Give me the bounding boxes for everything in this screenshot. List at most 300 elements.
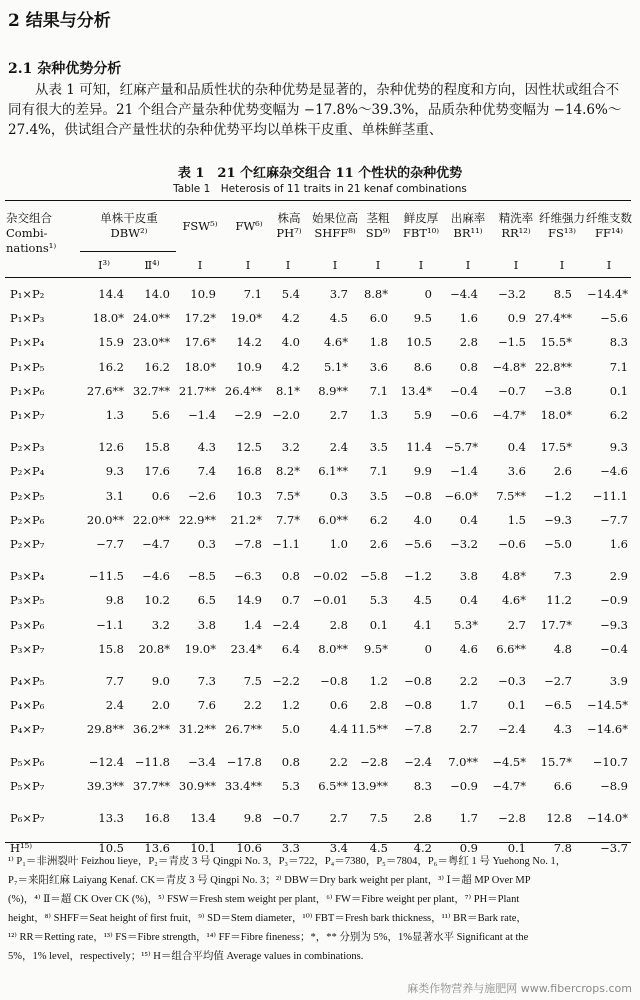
cell-fbt: 4.1	[413, 617, 432, 632]
cell-fsw: 4.3	[197, 440, 216, 455]
cell-sd: 1.2	[369, 674, 388, 688]
note-line: ¹²⁾ RR＝Retting rate，¹³⁾ FS＝Fibre strength，¹⁴⁾ FF＝Fibre fineness；*，** 分别为 5%，1%显著水平 Significant at the	[8, 932, 529, 943]
cell-rr: −4.8*	[492, 359, 526, 374]
header-ph: 株高 PH⁷⁾	[276, 211, 302, 240]
cell-fsw: 10.9	[190, 287, 216, 301]
cell-dbw-ck: −4.6	[142, 569, 170, 584]
header-sub-fsw: Ⅰ	[197, 258, 203, 272]
cell-dbw-mp: −1.1	[96, 617, 124, 632]
cell-dbw-ck: 20.8*	[138, 641, 170, 656]
cell-fsw: 3.8	[197, 617, 216, 632]
cell-dbw-ck: 2.0	[151, 698, 170, 713]
cell-br: −6.0*	[444, 488, 478, 503]
header-sub-ph: Ⅰ	[285, 258, 291, 272]
cell-fw: 9.8	[243, 811, 262, 825]
cell-dbw-mp: 3.1	[105, 488, 124, 503]
cell-combination: P₁×P₆	[10, 383, 45, 398]
header-dbw: 单株干皮重 DBW²⁾	[100, 211, 158, 240]
cell-dbw-ck: 32.7**	[132, 383, 170, 398]
cell-fsw: 18.0*	[184, 359, 216, 374]
cell-dbw-ck: 9.0	[151, 674, 170, 688]
cell-combination: P₁×P₇	[10, 408, 45, 422]
cell-shff: 2.7	[329, 811, 348, 825]
cell-ph: 1.2	[281, 698, 300, 713]
cell-fbt: 9.5	[413, 311, 432, 326]
cell-ph: −0.7	[272, 811, 300, 825]
cell-ph: −1.1	[272, 537, 300, 551]
cell-ff: −4.6	[600, 464, 628, 479]
cell-br: −4.4	[450, 287, 478, 301]
cell-br: 0.4	[459, 593, 478, 608]
cell-combination: P₁×P₅	[10, 359, 45, 374]
cell-fbt: 13.4*	[400, 383, 432, 398]
cell-sd: −5.8	[360, 569, 388, 584]
cell-shff: 2.4	[329, 440, 348, 455]
cell-rr: 6.6**	[496, 641, 526, 656]
table-row	[0, 807, 640, 829]
cell-ff: −5.6	[600, 311, 628, 326]
table-row	[0, 283, 640, 305]
table-row	[0, 533, 640, 555]
cell-rr: −4.7*	[492, 778, 526, 793]
cell-ph: −2.4	[272, 617, 300, 632]
cell-fs: 7.3	[553, 569, 572, 584]
cell-combination: P₂×P₃	[10, 440, 45, 455]
cell-rr: −4.5*	[492, 754, 526, 769]
cell-shff: 6.1**	[318, 464, 348, 479]
cell-fs: 12.8	[546, 811, 572, 825]
cell-shff: 6.0**	[318, 512, 348, 527]
header-sub-shff: Ⅰ	[332, 258, 338, 272]
cell-fs: 8.5	[553, 287, 572, 301]
cell-ff: −14.6*	[587, 722, 628, 737]
cell-sd: 6.0	[369, 311, 388, 326]
header-combo: 杂交组合 Combi-nations¹⁾	[6, 211, 57, 255]
cell-sd: 7.1	[369, 464, 388, 479]
header-ff: 纤维支数 FF¹⁴⁾	[586, 211, 632, 240]
cell-sd: 9.5*	[363, 641, 388, 656]
cell-ph: 8.1*	[275, 383, 300, 398]
cell-sd: 13.9**	[350, 778, 388, 793]
header-sub-ff: Ⅰ	[606, 258, 612, 272]
cell-shff: 2.8	[329, 617, 348, 632]
cell-br: 1.7	[459, 811, 478, 825]
cell-rr: −0.3	[498, 674, 526, 688]
cell-fw: 26.4**	[224, 383, 262, 398]
cell-sd: 6.2	[369, 512, 388, 527]
cell-fsw: 6.5	[197, 593, 216, 608]
cell-fsw: 31.2**	[178, 722, 216, 737]
body-paragraph: 从表 1 可知，红麻产量和品质性状的杂种优势是显著的，杂种优势的程度和方向，因性状或组合不同有很大的差异。21 个组合产量杂种优势变幅为 −17.8%～39.3%，品质杂种优势变幅为 −14.6%～27.4%，供试组合产量性状的杂种优势平均以单株干皮重、单株鲜茎重、	[8, 82, 622, 138]
cell-dbw-mp: −12.4	[88, 754, 124, 769]
table-row	[0, 638, 640, 660]
cell-ph: 4.0	[281, 335, 300, 350]
cell-fw: 10.9	[236, 359, 262, 374]
header-sub-dbw1: Ⅰ³⁾	[98, 258, 110, 272]
cell-rr: −0.7	[498, 383, 526, 398]
cell-br: 7.0**	[448, 754, 478, 769]
cell-fw: 26.7**	[224, 722, 262, 737]
header-sub-dbw2: Ⅱ⁴⁾	[144, 258, 160, 272]
cell-fs: −1.2	[544, 488, 572, 503]
header-rr: 精洗率 RR¹²⁾	[498, 211, 534, 240]
cell-fw: 10.3	[236, 488, 262, 503]
header-fsw: FSW⁵⁾	[182, 219, 218, 233]
header-sub-fw: Ⅰ	[245, 258, 251, 272]
table-row	[0, 436, 640, 458]
table-row	[0, 565, 640, 587]
cell-rr: 0.1	[507, 841, 526, 856]
table-top-rule	[5, 200, 631, 201]
cell-shff: 4.6*	[323, 335, 348, 350]
cell-shff: 0.6	[329, 698, 348, 713]
cell-dbw-ck: 22.0**	[132, 512, 170, 527]
table-row	[0, 380, 640, 402]
cell-br: 2.8	[459, 335, 478, 350]
cell-combination: P₅×P₇	[10, 778, 45, 793]
cell-dbw-mp: 2.4	[105, 698, 124, 713]
cell-fsw: 17.2*	[184, 311, 216, 326]
cell-rr: 0.1	[507, 698, 526, 713]
cell-fsw: 7.3	[197, 674, 216, 688]
table-row	[0, 751, 640, 773]
cell-fw: 33.4**	[224, 778, 262, 793]
cell-fs: 4.8	[553, 641, 572, 656]
cell-rr: −2.4	[498, 722, 526, 737]
cell-fs: 22.8**	[534, 359, 572, 374]
cell-ph: 0.8	[281, 754, 300, 769]
cell-sd: 4.5	[369, 841, 388, 856]
cell-ph: 7.5*	[275, 488, 300, 503]
cell-ff: 3.9	[609, 674, 628, 688]
cell-ff: −11.1	[592, 488, 628, 503]
cell-ph: 3.3	[281, 841, 300, 856]
cell-fs: 17.7*	[540, 617, 572, 632]
header-sub-fs: Ⅰ	[559, 258, 565, 272]
cell-dbw-mp: 9.3	[105, 464, 124, 479]
cell-fw: 23.4*	[230, 641, 262, 656]
cell-fbt: 4.5	[413, 593, 432, 608]
cell-rr: −4.7*	[492, 408, 526, 422]
cell-fw: 10.6	[236, 841, 262, 856]
note-line: 5%，1% level，respectively；¹⁵⁾ H＝组合平均值 Average values in combinations.	[8, 951, 364, 962]
cell-br: 5.3*	[453, 617, 478, 632]
table-row	[0, 614, 640, 636]
cell-fbt: 4.0	[413, 512, 432, 527]
table-row	[0, 331, 640, 353]
cell-sd: 7.5	[369, 811, 388, 825]
cell-shff: 5.1*	[323, 359, 348, 374]
cell-ph: 0.7	[281, 593, 300, 608]
cell-shff: 1.0	[329, 537, 348, 551]
cell-fsw: 10.1	[190, 841, 216, 856]
cell-ph: 6.4	[281, 641, 300, 656]
cell-br: −3.2	[450, 537, 478, 551]
table-row	[0, 356, 640, 378]
cell-dbw-ck: 17.6	[144, 464, 170, 479]
cell-sd: −2.8	[360, 754, 388, 769]
cell-br: −0.4	[450, 383, 478, 398]
cell-fs: 2.6	[553, 464, 572, 479]
cell-fs: −3.8	[544, 383, 572, 398]
cell-fw: 2.2	[243, 698, 262, 713]
table-row	[0, 485, 640, 507]
header-sub-rr: Ⅰ	[513, 258, 519, 272]
cell-sd: 7.1	[369, 383, 388, 398]
cell-sd: 2.8	[369, 698, 388, 713]
cell-dbw-ck: 16.2	[144, 359, 170, 374]
cell-shff: −0.01	[312, 593, 348, 608]
cell-fw: −7.8	[234, 537, 262, 551]
cell-ph: −2.2	[272, 674, 300, 688]
note-line: ¹⁾ P₁＝非洲裂叶 Feizhou lieye，P₂＝青皮 3 号 Qingpi No. 3，P₃＝722，P₄＝7380，P₅＝7804，P₆＝粤红 1 号 Yuehong No. 1，	[8, 856, 567, 867]
cell-ff: 0.1	[609, 383, 628, 398]
table-header	[0, 203, 640, 275]
cell-fbt: 2.8	[413, 811, 432, 825]
cell-dbw-ck: 5.6	[151, 408, 170, 422]
cell-fs: 15.5*	[540, 335, 572, 350]
cell-fbt: −7.8	[404, 722, 432, 737]
cell-ff: 7.1	[609, 359, 628, 374]
cell-combination: P₃×P₄	[10, 569, 45, 584]
cell-dbw-mp: 20.0**	[86, 512, 124, 527]
cell-shff: 2.2	[329, 754, 348, 769]
table-row	[0, 589, 640, 611]
header-fw: FW⁶⁾	[235, 219, 263, 233]
table-row	[0, 509, 640, 531]
cell-ph: −2.0	[272, 408, 300, 422]
subsection-title: 2.1 杂种优势分析	[8, 61, 122, 77]
cell-fw: 14.2	[236, 335, 262, 350]
cell-combination: P₁×P₃	[10, 311, 45, 326]
cell-fs: 7.8	[553, 841, 572, 856]
table-row	[0, 775, 640, 797]
header-sd: 茎粗 SD⁹⁾	[365, 211, 391, 240]
cell-dbw-mp: 16.2	[98, 359, 124, 374]
cell-dbw-ck: 0.6	[151, 488, 170, 503]
cell-ff: −14.4*	[587, 287, 628, 301]
cell-fs: −5.0	[544, 537, 572, 551]
cell-fsw: 7.6	[197, 698, 216, 713]
cell-rr: 0.4	[507, 440, 526, 455]
cell-dbw-ck: 13.6	[144, 841, 170, 856]
cell-dbw-mp: 12.6	[98, 440, 124, 455]
cell-combination: P₁×P₂	[10, 287, 45, 301]
cell-ff: −14.0*	[587, 811, 628, 825]
cell-ph: 4.2	[281, 311, 300, 326]
cell-combination: P₄×P₅	[10, 674, 45, 688]
cell-ff: −8.9	[600, 778, 628, 793]
cell-fbt: 10.5	[406, 335, 432, 350]
table-row	[0, 460, 640, 482]
cell-dbw-mp: 10.5	[98, 841, 124, 856]
cell-br: 2.2	[459, 674, 478, 688]
cell-fbt: 0	[424, 287, 432, 301]
cell-ph: 5.0	[281, 722, 300, 737]
header-fbt: 鲜皮厚 FBT¹⁰⁾	[402, 211, 440, 240]
cell-shff: 3.4	[329, 841, 348, 856]
header-dbw-rule	[80, 251, 176, 252]
cell-fsw: 30.9**	[178, 778, 216, 793]
note-line: height，⁸⁾ SHFF＝Seat height of first fruit，⁹⁾ SD＝Stem diameter，¹⁰⁾ FBT＝Fresh bark thickness，¹¹⁾ BR＝Bark rate，	[8, 913, 527, 924]
cell-fsw: 7.4	[197, 464, 216, 479]
cell-dbw-mp: −11.5	[88, 569, 124, 584]
cell-dbw-ck: 36.2**	[132, 722, 170, 737]
note-line: (%)，⁴⁾ Ⅱ＝超 CK Over CK (%)，⁵⁾ FSW＝Fresh stem weight per plant，⁶⁾ FW＝Fibre weight per plant，⁷⁾ PH＝Plant	[8, 894, 520, 905]
cell-dbw-ck: 37.7**	[132, 778, 170, 793]
cell-dbw-ck: −4.7	[142, 537, 170, 551]
cell-fw: 14.9	[236, 593, 262, 608]
cell-fbt: 8.3	[413, 778, 432, 793]
cell-combination: P₆×P₇	[10, 811, 45, 825]
cell-dbw-mp: 27.6**	[86, 383, 124, 398]
cell-fsw: −2.6	[188, 488, 216, 503]
table-header-rule	[5, 277, 631, 278]
header-shff: 始果位高 SHFF⁸⁾	[312, 211, 358, 240]
cell-shff: 6.5**	[318, 778, 348, 793]
cell-br: 1.7	[459, 698, 478, 713]
cell-sd: 11.5**	[350, 722, 388, 737]
cell-fs: 27.4**	[534, 311, 572, 326]
table-title-en: Table 1 Heterosis of 11 traits in 21 kenaf combinations	[173, 183, 467, 195]
cell-ff: −10.7	[592, 754, 628, 769]
cell-fbt: 5.9	[413, 408, 432, 422]
cell-fbt: 0	[424, 641, 432, 656]
cell-fw: 16.8	[236, 464, 262, 479]
cell-dbw-ck: 10.2	[144, 593, 170, 608]
table-row	[0, 718, 640, 740]
cell-dbw-mp: 18.0*	[92, 311, 124, 326]
cell-rr: 2.7	[507, 617, 526, 632]
cell-shff: 4.4	[329, 722, 348, 737]
cell-ph: 8.2*	[275, 464, 300, 479]
cell-ff: −3.7	[600, 841, 628, 856]
cell-combination: P₁×P₄	[10, 335, 45, 350]
cell-dbw-mp: 9.8	[105, 593, 124, 608]
cell-shff: −0.8	[320, 674, 348, 688]
cell-br: −1.4	[450, 464, 478, 479]
cell-dbw-ck: 15.8	[144, 440, 170, 455]
cell-fsw: 21.7**	[178, 383, 216, 398]
table-row	[0, 694, 640, 716]
section-title: 2 结果与分析	[8, 11, 111, 31]
cell-fbt: −1.2	[404, 569, 432, 584]
cell-ff: −0.9	[600, 593, 628, 608]
cell-combination: P₄×P₇	[10, 722, 45, 737]
cell-fs: −2.7	[544, 674, 572, 688]
cell-ph: 7.7*	[275, 512, 300, 527]
cell-combination: H¹⁵⁾	[10, 841, 33, 856]
cell-combination: P₃×P₇	[10, 641, 45, 656]
cell-fw: 21.2*	[230, 512, 262, 527]
watermark: 麻类作物营养与施肥网 www.fibercrops.com	[407, 982, 632, 995]
cell-sd: 0.1	[369, 617, 388, 632]
cell-combination: P₂×P₇	[10, 537, 45, 551]
cell-br: −0.9	[450, 778, 478, 793]
cell-fsw: 0.3	[197, 537, 216, 551]
cell-rr: 4.8*	[501, 569, 526, 584]
header-fs: 纤维强力 FS¹³⁾	[539, 211, 585, 240]
cell-ph: 0.8	[281, 569, 300, 584]
cell-fs: 17.5*	[540, 440, 572, 455]
note-line: P₇＝来阳红麻 Laiyang Kenaf. CK＝青皮 3 号 Qingpi No. 3；²⁾ DBW＝Dry bark weight per plant，³⁾ Ⅰ＝超 MP Over MP	[8, 875, 531, 886]
cell-sd: 5.3	[369, 593, 388, 608]
cell-fbt: −2.4	[404, 754, 432, 769]
header-sub-fbt: Ⅰ	[418, 258, 424, 272]
cell-fw: 7.5	[243, 674, 262, 688]
cell-fsw: 19.0*	[184, 641, 216, 656]
cell-combination: P₂×P₅	[10, 488, 45, 503]
cell-shff: 0.3	[329, 488, 348, 503]
cell-dbw-mp: 39.3**	[86, 778, 124, 793]
cell-ff: −7.7	[600, 512, 628, 527]
header-br: 出麻率 BR¹¹⁾	[450, 211, 486, 240]
cell-fbt: −0.8	[404, 674, 432, 688]
cell-sd: 3.6	[369, 359, 388, 374]
cell-ph: 4.2	[281, 359, 300, 374]
cell-combination: P₅×P₆	[10, 754, 45, 769]
cell-ff: −9.3	[600, 617, 628, 632]
cell-dbw-ck: 23.0**	[132, 335, 170, 350]
cell-sd: 1.8	[369, 335, 388, 350]
cell-fs: −9.3	[544, 512, 572, 527]
cell-ff: 2.9	[609, 569, 628, 584]
cell-dbw-mp: 15.9	[98, 335, 124, 350]
cell-ph: 5.4	[281, 287, 300, 301]
cell-fbt: 8.6	[413, 359, 432, 374]
cell-rr: 3.6	[507, 464, 526, 479]
cell-br: 1.6	[459, 311, 478, 326]
cell-combination: P₂×P₄	[10, 464, 45, 479]
cell-dbw-mp: 7.7	[105, 674, 124, 688]
cell-sd: 8.8*	[363, 287, 388, 301]
cell-dbw-ck: 24.0**	[132, 311, 170, 326]
cell-fw: 1.4	[243, 617, 262, 632]
cell-dbw-mp: 29.8**	[86, 722, 124, 737]
cell-combination: P₃×P₅	[10, 593, 45, 608]
cell-shff: 8.0**	[318, 641, 348, 656]
cell-shff: 4.5	[329, 311, 348, 326]
cell-fbt: 4.2	[413, 841, 432, 856]
cell-br: 0.4	[459, 512, 478, 527]
cell-dbw-ck: −11.8	[134, 754, 170, 769]
cell-shff: 3.7	[329, 287, 348, 301]
cell-br: 3.8	[459, 569, 478, 584]
cell-fw: −17.8	[226, 754, 262, 769]
cell-fsw: −3.4	[188, 754, 216, 769]
cell-rr: −3.2	[498, 287, 526, 301]
cell-ff: 6.2	[609, 408, 628, 422]
cell-fsw: 17.6*	[184, 335, 216, 350]
cell-fs: 15.7*	[540, 754, 572, 769]
cell-ph: 3.2	[281, 440, 300, 455]
cell-fw: 12.5	[236, 440, 262, 455]
cell-fs: 11.2	[546, 593, 572, 608]
cell-sd: 1.3	[369, 408, 388, 422]
cell-fbt: −5.6	[404, 537, 432, 551]
cell-fw: −2.9	[234, 408, 262, 422]
cell-dbw-ck: 16.8	[144, 811, 170, 825]
cell-shff: 2.7	[329, 408, 348, 422]
header-sub-sd: Ⅰ	[375, 258, 381, 272]
cell-br: 4.6	[459, 641, 478, 656]
cell-dbw-ck: 14.0	[144, 287, 170, 301]
cell-fsw: −8.5	[188, 569, 216, 584]
cell-fw: 19.0*	[230, 311, 262, 326]
table-row	[0, 307, 640, 329]
cell-sd: 3.5	[369, 440, 388, 455]
cell-rr: −0.6	[498, 537, 526, 551]
